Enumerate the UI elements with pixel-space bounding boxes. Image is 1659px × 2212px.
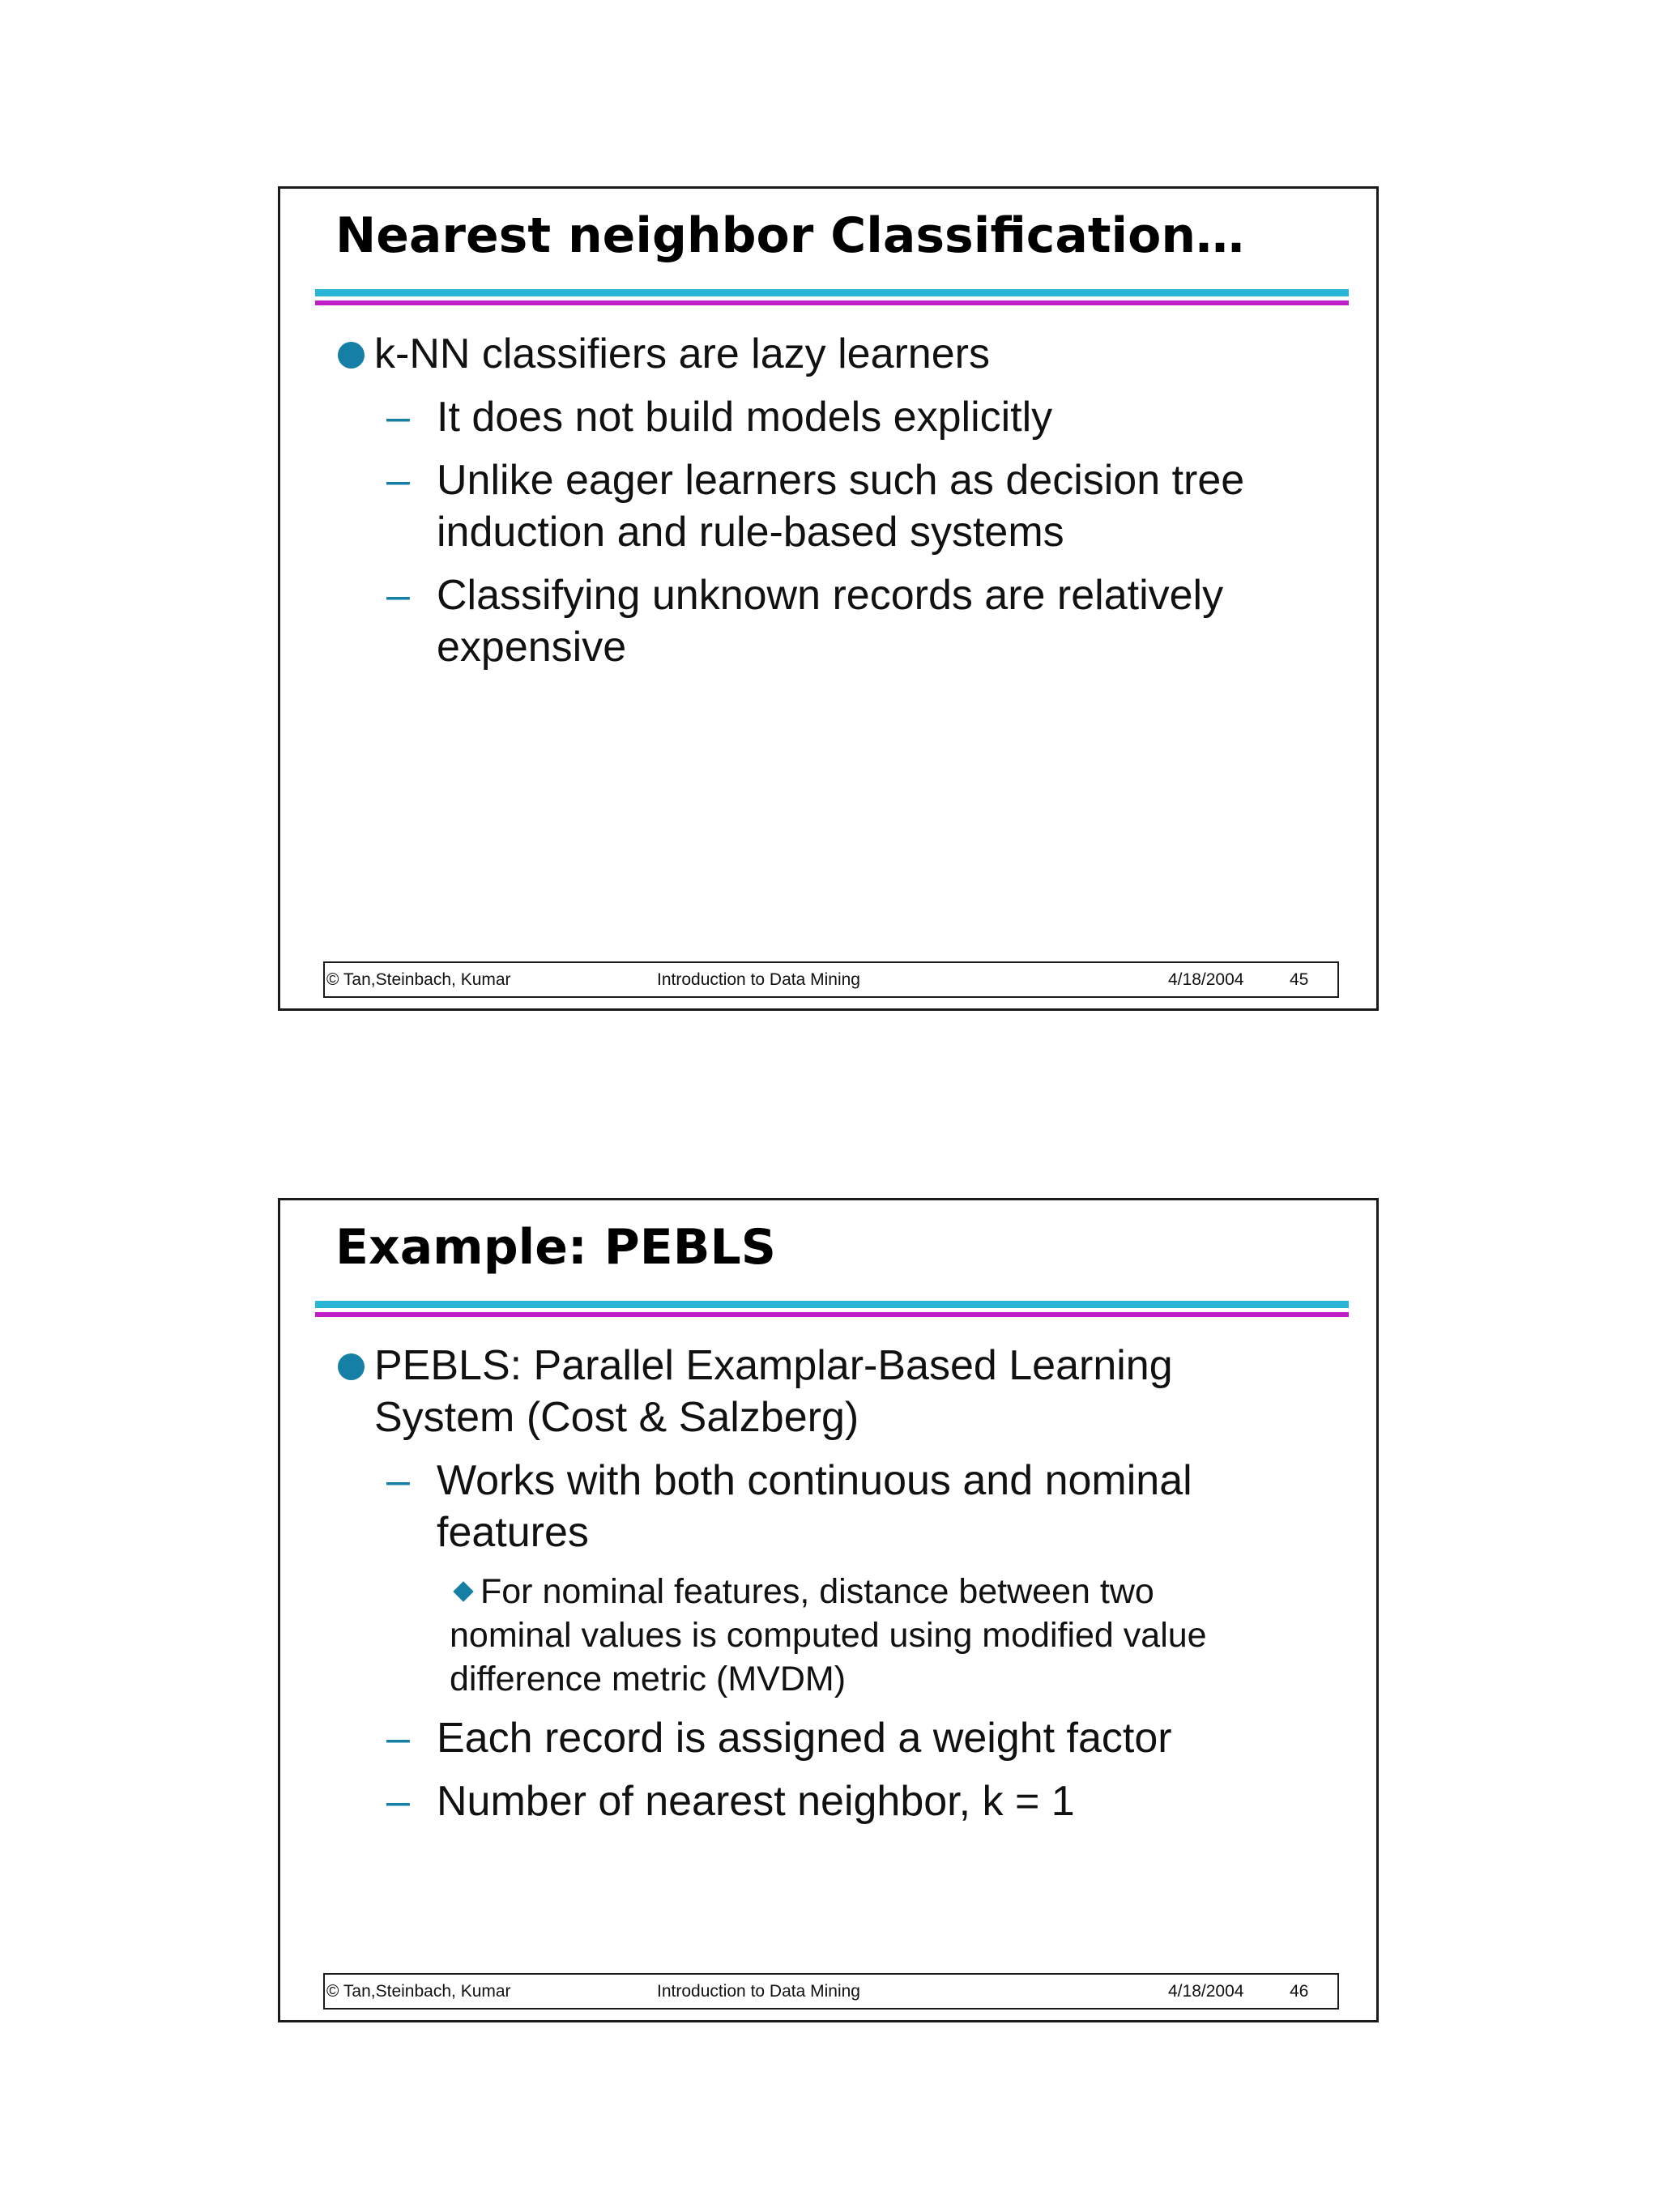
footer-course-title: Introduction to Data Mining — [657, 1982, 860, 2001]
slide-title: Example: PEBLS — [335, 1219, 776, 1276]
bullet-text: k-NN classifiers are lazy learners — [374, 330, 990, 377]
diamond-bullet-icon — [453, 1581, 473, 1601]
subpoint-text: Number of nearest neighbor, k = 1 — [437, 1778, 1075, 1825]
subpoint-text: It does not build models explicitly — [437, 394, 1053, 441]
en-dash-bullet-icon: – — [386, 457, 410, 504]
subpoint-item — [386, 1775, 1376, 1827]
en-dash-bullet-icon: – — [386, 1715, 410, 1762]
en-dash-bullet-icon: – — [386, 572, 410, 619]
slide-46 — [278, 1198, 1379, 2022]
subpoint-item — [386, 1455, 1376, 1558]
en-dash-bullet-icon: – — [386, 1457, 410, 1504]
title-rule-magenta — [315, 1312, 1349, 1317]
filled-circle-bullet-icon — [338, 1353, 365, 1380]
sub-subpoint-text: For nominal features, distance between two nominal values is computed using modified value difference metric (MVDM) — [450, 1572, 1207, 1698]
title-rule-cyan — [315, 1301, 1349, 1308]
slide-45 — [278, 186, 1379, 1011]
slide-body — [280, 328, 1376, 684]
title-rule-cyan — [315, 289, 1349, 296]
subpoint-text: Works with both continuous and nominal features — [437, 1457, 1192, 1556]
subpoint-item — [386, 391, 1376, 443]
bullet-item — [374, 328, 1376, 380]
filled-circle-bullet-icon — [338, 342, 365, 369]
slide-body — [280, 1340, 1376, 1839]
slide-title: Nearest neighbor Classification… — [335, 207, 1245, 264]
subpoint-text: Each record is assigned a weight factor — [437, 1715, 1172, 1762]
footer-course-title: Introduction to Data Mining — [657, 970, 860, 989]
footer-page-number: 45 — [1290, 970, 1309, 989]
subpoint-text: Unlike eager learners such as decision tree induction and rule-based systems — [437, 457, 1245, 556]
subpoint-item — [386, 569, 1376, 673]
footer-date: 4/18/2004 — [1168, 1982, 1244, 2001]
slide-footer — [323, 961, 1339, 998]
sub-subpoint-item — [450, 1570, 1376, 1701]
title-rule-magenta — [315, 300, 1349, 305]
subpoint-item — [386, 454, 1376, 558]
bullet-item — [374, 1340, 1376, 1443]
footer-copyright: © Tan,Steinbach, Kumar — [326, 970, 511, 989]
subpoint-text: Classifying unknown records are relatively expensive — [437, 572, 1224, 671]
slide-footer — [323, 1973, 1339, 2010]
footer-date: 4/18/2004 — [1168, 970, 1244, 989]
en-dash-bullet-icon: – — [386, 1778, 410, 1825]
bullet-text: PEBLS: Parallel Examplar-Based Learning System (Cost & Salzberg) — [374, 1342, 1173, 1441]
subpoint-item — [386, 1712, 1376, 1764]
footer-page-number: 46 — [1290, 1982, 1309, 2001]
footer-copyright: © Tan,Steinbach, Kumar — [326, 1982, 511, 2001]
en-dash-bullet-icon: – — [386, 394, 410, 441]
